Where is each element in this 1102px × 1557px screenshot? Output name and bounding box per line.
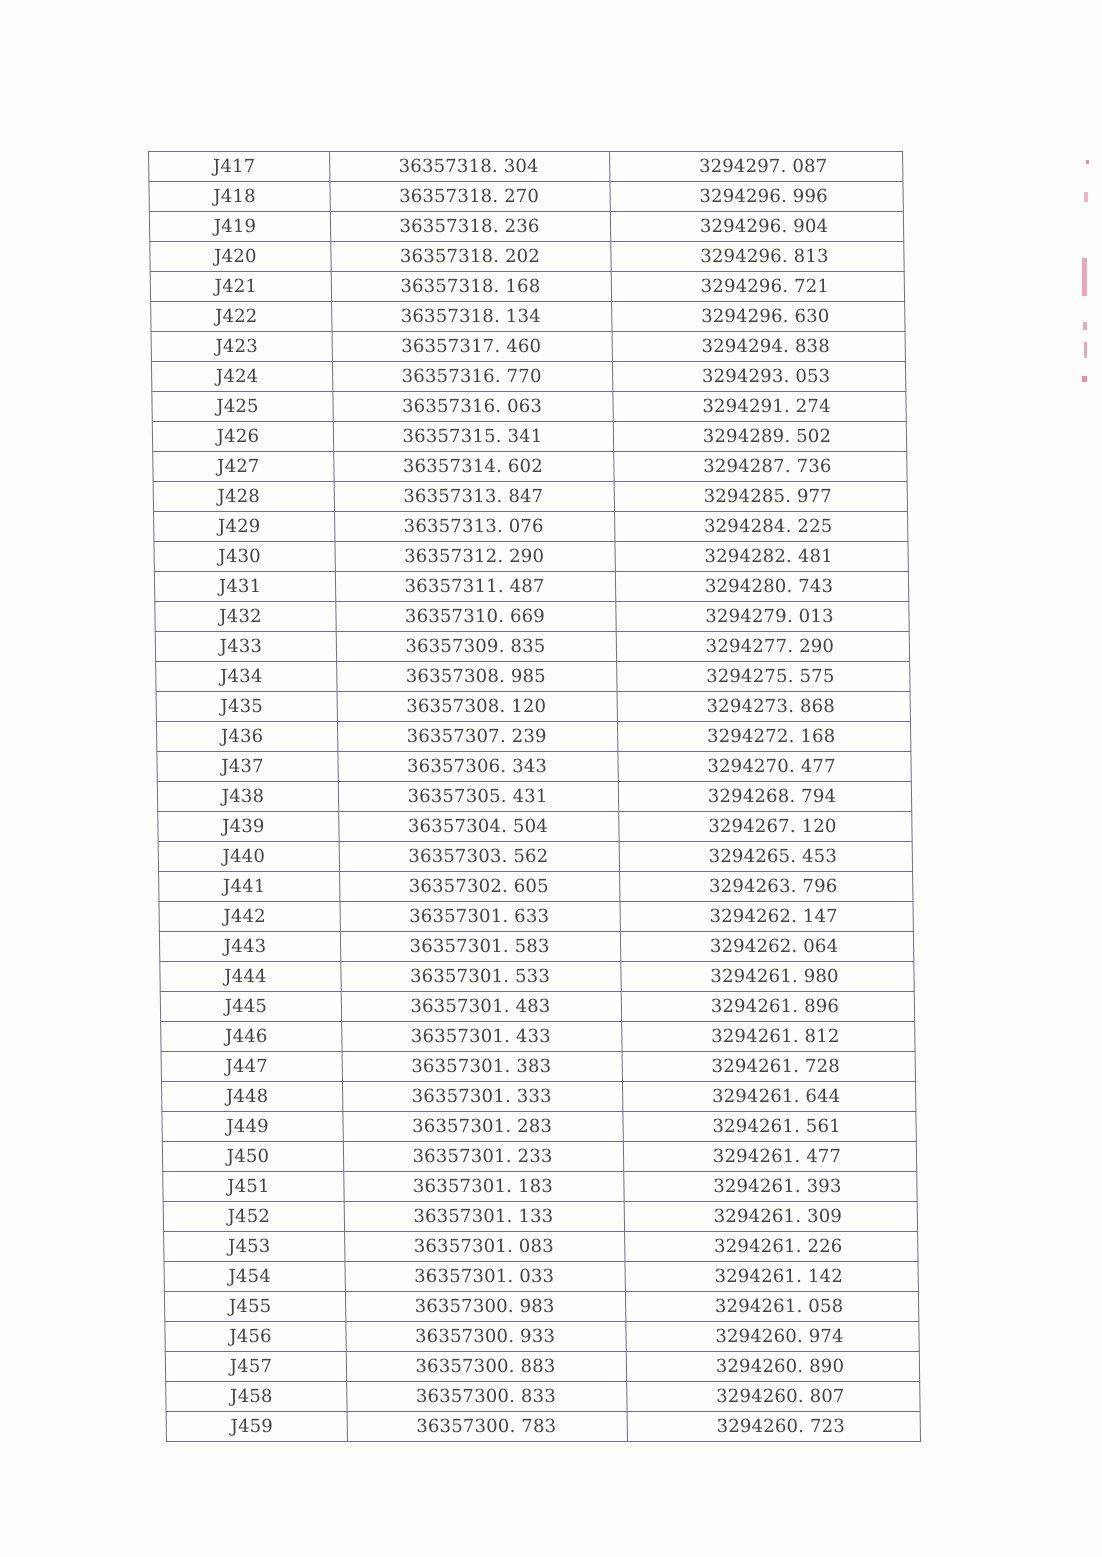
table-row — [164, 1292, 918, 1322]
x-coordinate-cell: 36357301. 083 — [345, 1232, 625, 1262]
table-row — [165, 1352, 919, 1382]
y-coordinate-cell: 3294280. 743 — [615, 572, 908, 602]
table-row — [165, 1322, 919, 1352]
x-coordinate-cell: 36357315. 341 — [333, 422, 613, 452]
x-coordinate-cell: 36357300. 783 — [347, 1412, 627, 1442]
table-row — [154, 572, 908, 602]
y-coordinate-cell: 3294260. 723 — [627, 1412, 920, 1442]
point-id-cell: J458 — [166, 1382, 347, 1412]
point-id-cell: J451 — [163, 1172, 344, 1202]
point-id-cell: J450 — [162, 1142, 343, 1172]
x-coordinate-cell: 36357318. 236 — [330, 212, 610, 242]
point-id-cell: J435 — [156, 692, 337, 722]
y-coordinate-cell: 3294261. 561 — [623, 1112, 916, 1142]
y-coordinate-cell: 3294296. 721 — [611, 272, 904, 302]
table-row — [154, 512, 908, 542]
table-row — [155, 632, 909, 662]
table-row — [163, 1172, 917, 1202]
y-coordinate-cell: 3294296. 630 — [612, 302, 905, 332]
x-coordinate-cell: 36357314. 602 — [334, 452, 614, 482]
x-coordinate-cell: 36357308. 120 — [337, 692, 617, 722]
y-coordinate-cell: 3294260. 807 — [627, 1382, 920, 1412]
point-id-cell: J418 — [149, 182, 330, 212]
coordinate-table — [148, 151, 921, 1442]
point-id-cell: J456 — [165, 1322, 346, 1352]
table-row — [159, 902, 913, 932]
y-coordinate-cell: 3294261. 142 — [625, 1262, 918, 1292]
point-id-cell: J419 — [149, 212, 330, 242]
point-id-cell: J441 — [159, 872, 340, 902]
y-coordinate-cell: 3294282. 481 — [615, 542, 908, 572]
x-coordinate-cell: 36357308. 985 — [337, 662, 617, 692]
table-row — [158, 842, 912, 872]
y-coordinate-cell: 3294273. 868 — [617, 692, 910, 722]
x-coordinate-cell: 36357317. 460 — [332, 332, 612, 362]
x-coordinate-cell: 36357301. 283 — [343, 1112, 623, 1142]
x-coordinate-cell: 36357304. 504 — [339, 812, 619, 842]
point-id-cell: J433 — [155, 632, 336, 662]
point-id-cell: J443 — [159, 932, 340, 962]
table-row — [159, 872, 913, 902]
x-coordinate-cell: 36357318. 168 — [331, 272, 611, 302]
x-coordinate-cell: 36357309. 835 — [336, 632, 616, 662]
point-id-cell: J449 — [162, 1112, 343, 1142]
x-coordinate-cell: 36357300. 983 — [345, 1292, 625, 1322]
x-coordinate-cell: 36357300. 833 — [347, 1382, 627, 1412]
point-id-cell: J436 — [156, 722, 337, 752]
table-row — [149, 212, 903, 242]
x-coordinate-cell: 36357301. 583 — [340, 932, 620, 962]
table-row — [150, 272, 904, 302]
table-row — [155, 602, 909, 632]
y-coordinate-cell: 3294261. 728 — [622, 1052, 915, 1082]
x-coordinate-cell: 36357306. 343 — [338, 752, 618, 782]
x-coordinate-cell: 36357301. 433 — [342, 1022, 622, 1052]
table-row — [159, 932, 913, 962]
x-coordinate-cell: 36357301. 333 — [342, 1082, 622, 1112]
x-coordinate-cell: 36357301. 533 — [341, 962, 621, 992]
table-row — [163, 1202, 917, 1232]
x-coordinate-cell: 36357318. 270 — [330, 182, 610, 212]
table-row — [156, 722, 910, 752]
x-coordinate-cell: 36357301. 633 — [340, 902, 620, 932]
x-coordinate-cell: 36357301. 483 — [341, 992, 621, 1022]
point-id-cell: J453 — [164, 1232, 345, 1262]
table-row — [153, 482, 907, 512]
table-row — [161, 1052, 915, 1082]
x-coordinate-cell: 36357311. 487 — [335, 572, 615, 602]
x-coordinate-cell: 36357313. 847 — [334, 482, 614, 512]
y-coordinate-cell: 3294279. 013 — [616, 602, 909, 632]
y-coordinate-cell: 3294297. 087 — [610, 152, 903, 182]
point-id-cell: J434 — [156, 662, 337, 692]
point-id-cell: J457 — [165, 1352, 346, 1382]
x-coordinate-cell: 36357305. 431 — [338, 782, 618, 812]
table-row — [166, 1382, 920, 1412]
y-coordinate-cell: 3294261. 812 — [622, 1022, 915, 1052]
point-id-cell: J442 — [159, 902, 340, 932]
x-coordinate-cell: 36357302. 605 — [340, 872, 620, 902]
point-id-cell: J438 — [157, 782, 338, 812]
point-id-cell: J452 — [163, 1202, 344, 1232]
y-coordinate-cell: 3294261. 058 — [625, 1292, 918, 1322]
point-id-cell: J428 — [153, 482, 334, 512]
y-coordinate-cell: 3294261. 226 — [625, 1232, 918, 1262]
y-coordinate-cell: 3294267. 120 — [619, 812, 912, 842]
table-row — [164, 1262, 918, 1292]
point-id-cell: J430 — [154, 542, 335, 572]
y-coordinate-cell: 3294261. 980 — [621, 962, 914, 992]
x-coordinate-cell: 36357300. 933 — [346, 1322, 626, 1352]
x-coordinate-cell: 36357310. 669 — [336, 602, 616, 632]
y-coordinate-cell: 3294265. 453 — [619, 842, 912, 872]
point-id-cell: J422 — [151, 302, 332, 332]
y-coordinate-cell: 3294261. 309 — [624, 1202, 917, 1232]
table-row — [161, 1022, 915, 1052]
table-row — [149, 152, 903, 182]
point-id-cell: J459 — [166, 1412, 347, 1442]
y-coordinate-cell: 3294270. 477 — [618, 752, 911, 782]
y-coordinate-cell: 3294261. 644 — [622, 1082, 915, 1112]
y-coordinate-cell: 3294262. 064 — [620, 932, 913, 962]
table-row — [160, 992, 914, 1022]
coordinate-table-wrapper — [148, 151, 920, 1442]
y-coordinate-cell: 3294285. 977 — [614, 482, 907, 512]
y-coordinate-cell: 3294268. 794 — [618, 782, 911, 812]
point-id-cell: J426 — [152, 422, 333, 452]
table-row — [149, 182, 903, 212]
table-row — [150, 242, 904, 272]
y-coordinate-cell: 3294296. 996 — [610, 182, 903, 212]
y-coordinate-cell: 3294289. 502 — [613, 422, 906, 452]
table-row — [151, 302, 905, 332]
y-coordinate-cell: 3294260. 974 — [626, 1322, 919, 1352]
y-coordinate-cell: 3294296. 813 — [611, 242, 904, 272]
point-id-cell: J420 — [150, 242, 331, 272]
point-id-cell: J421 — [150, 272, 331, 302]
y-coordinate-cell: 3294262. 147 — [620, 902, 913, 932]
table-row — [158, 812, 912, 842]
point-id-cell: J455 — [164, 1292, 345, 1322]
x-coordinate-cell: 36357301. 033 — [345, 1262, 625, 1292]
x-coordinate-cell: 36357303. 562 — [339, 842, 619, 872]
point-id-cell: J423 — [151, 332, 332, 362]
point-id-cell: J424 — [151, 362, 332, 392]
point-id-cell: J454 — [164, 1262, 345, 1292]
point-id-cell: J439 — [158, 812, 339, 842]
table-row — [151, 362, 905, 392]
point-id-cell: J429 — [154, 512, 335, 542]
x-coordinate-cell: 36357312. 290 — [335, 542, 615, 572]
y-coordinate-cell: 3294263. 796 — [620, 872, 913, 902]
point-id-cell: J447 — [161, 1052, 342, 1082]
table-row — [162, 1112, 916, 1142]
point-id-cell: J444 — [160, 962, 341, 992]
y-coordinate-cell: 3294261. 477 — [623, 1142, 916, 1172]
table-row — [157, 752, 911, 782]
y-coordinate-cell: 3294260. 890 — [626, 1352, 919, 1382]
x-coordinate-cell: 36357316. 770 — [332, 362, 612, 392]
x-coordinate-cell: 36357307. 239 — [337, 722, 617, 752]
table-row — [161, 1082, 915, 1112]
table-row — [156, 662, 910, 692]
x-coordinate-cell: 36357318. 134 — [332, 302, 612, 332]
y-coordinate-cell: 3294284. 225 — [615, 512, 908, 542]
point-id-cell: J448 — [161, 1082, 342, 1112]
point-id-cell: J425 — [152, 392, 333, 422]
table-row — [156, 692, 910, 722]
table-row — [160, 962, 914, 992]
x-coordinate-cell: 36357316. 063 — [333, 392, 613, 422]
y-coordinate-cell: 3294294. 838 — [612, 332, 905, 362]
coordinate-table-body — [149, 152, 921, 1442]
x-coordinate-cell: 36357300. 883 — [346, 1352, 626, 1382]
y-coordinate-cell: 3294296. 904 — [610, 212, 903, 242]
x-coordinate-cell: 36357313. 076 — [335, 512, 615, 542]
table-row — [151, 332, 905, 362]
y-coordinate-cell: 3294272. 168 — [617, 722, 910, 752]
y-coordinate-cell: 3294261. 393 — [624, 1172, 917, 1202]
point-id-cell: J427 — [153, 452, 334, 482]
x-coordinate-cell: 36357301. 183 — [344, 1172, 624, 1202]
x-coordinate-cell: 36357318. 202 — [331, 242, 611, 272]
point-id-cell: J440 — [158, 842, 339, 872]
table-row — [153, 452, 907, 482]
table-row — [154, 542, 908, 572]
table-row — [152, 422, 906, 452]
x-coordinate-cell: 36357301. 233 — [343, 1142, 623, 1172]
x-coordinate-cell: 36357301. 383 — [342, 1052, 622, 1082]
y-coordinate-cell: 3294261. 896 — [621, 992, 914, 1022]
x-coordinate-cell: 36357318. 304 — [330, 152, 610, 182]
point-id-cell: J445 — [160, 992, 341, 1022]
y-coordinate-cell: 3294293. 053 — [612, 362, 905, 392]
table-row — [164, 1232, 918, 1262]
point-id-cell: J431 — [154, 572, 335, 602]
y-coordinate-cell: 3294287. 736 — [614, 452, 907, 482]
y-coordinate-cell: 3294291. 274 — [613, 392, 906, 422]
x-coordinate-cell: 36357301. 133 — [344, 1202, 624, 1232]
point-id-cell: J437 — [157, 752, 338, 782]
table-row — [166, 1412, 920, 1442]
y-coordinate-cell: 3294275. 575 — [617, 662, 910, 692]
point-id-cell: J446 — [161, 1022, 342, 1052]
table-row — [162, 1142, 916, 1172]
table-row — [157, 782, 911, 812]
point-id-cell: J417 — [149, 152, 330, 182]
y-coordinate-cell: 3294277. 290 — [616, 632, 909, 662]
point-id-cell: J432 — [155, 602, 336, 632]
table-row — [152, 392, 906, 422]
